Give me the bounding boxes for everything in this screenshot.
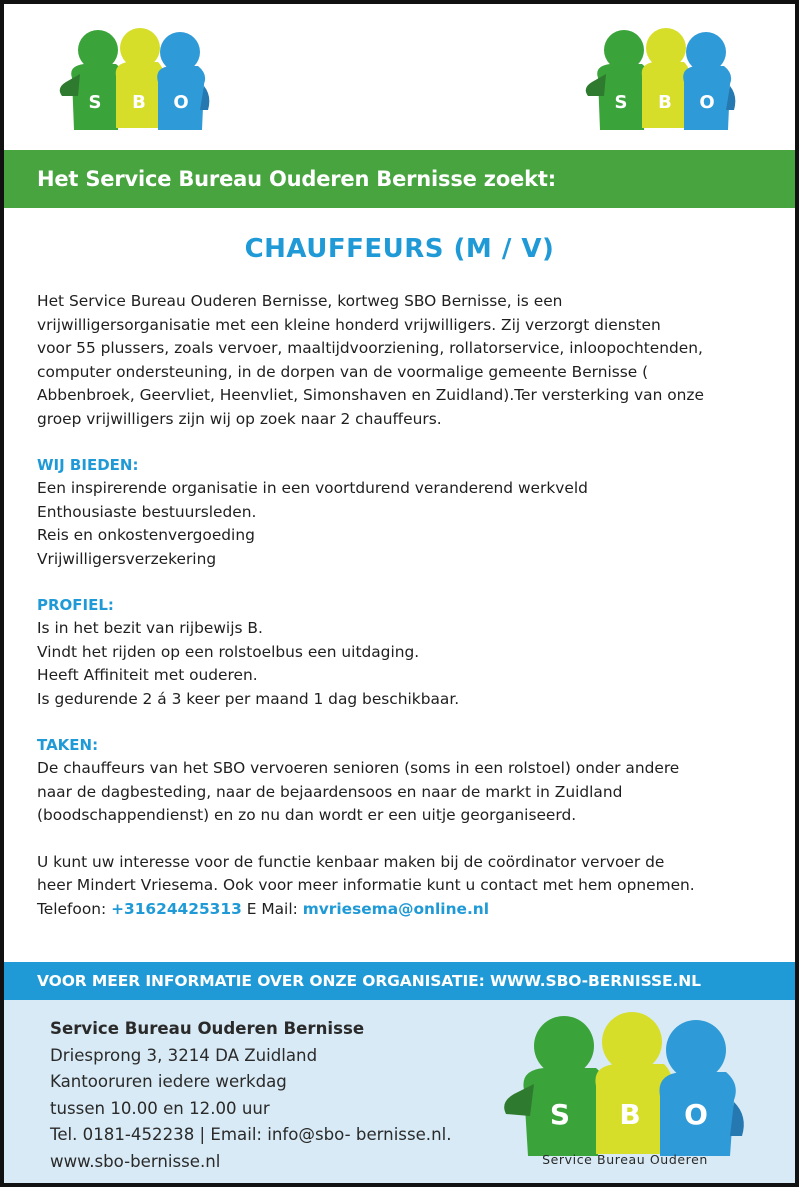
tasks-line: naar de dagbesteding, naar de bejaardensoos en naar de markt in Zuidland bbox=[37, 782, 623, 801]
figure-green bbox=[586, 30, 648, 130]
intro-line: Abbenbroek, Geervliet, Heenvliet, Simonshaven en Zuidland).Ter versterking van onze bbox=[37, 386, 704, 404]
logo-caption: Service Bureau Ouderen bbox=[542, 1152, 708, 1167]
figure-green bbox=[60, 30, 122, 130]
profile-item: Heeft Affiniteit met ouderen. bbox=[37, 666, 258, 684]
figure-yellow bbox=[642, 28, 690, 128]
offer-section bbox=[37, 454, 772, 571]
footer bbox=[4, 1000, 795, 1187]
offer-item: Reis en onkostenvergoeding bbox=[37, 526, 255, 544]
logo-letter-s: S bbox=[614, 92, 628, 113]
contact-details bbox=[37, 898, 772, 922]
offer-heading: WIJ BIEDEN: bbox=[37, 456, 139, 474]
intro-line: computer ondersteuning, in de dorpen van de voormalige gemeente Bernisse ( bbox=[37, 362, 649, 381]
phone-label: Telefoon: bbox=[37, 899, 107, 918]
profile-item: Vindt het rijden op een rolstoelbus een uitdaging. bbox=[37, 642, 420, 661]
intro-line: vrijwilligersorganisatie met een kleine honderd vrijwilligers. Zij verzorgt diensten bbox=[37, 315, 661, 334]
profile-item: Is gedurende 2 á 3 keer per maand 1 dag beschikbaar. bbox=[37, 689, 460, 708]
tasks-section bbox=[37, 734, 772, 828]
email-link[interactable]: mvriesema@online.nl bbox=[302, 899, 490, 918]
contact-line: heer Mindert Vriesema. Ook voor meer informatie kunt u contact met hem opnemen. bbox=[37, 876, 695, 894]
intro-line: Het Service Bureau Ouderen Bernisse, kortweg SBO Bernisse, is een bbox=[37, 292, 563, 310]
tasks-heading: TAKEN: bbox=[37, 736, 99, 754]
sbo-logo-footer bbox=[500, 1006, 750, 1166]
banner-title: Het Service Bureau Ouderen Bernisse zoekt: bbox=[37, 167, 556, 191]
contact-line: U kunt uw interesse voor de functie kenbaar maken bij de coördinator vervoer de bbox=[37, 852, 665, 871]
intro-line: groep vrijwilligers zijn wij op zoek naar 2 chauffeurs. bbox=[37, 409, 442, 428]
logo-letter-s: S bbox=[549, 1098, 571, 1131]
footer-org-name: Service Bureau Ouderen Bernisse bbox=[50, 1019, 365, 1038]
figure-blue bbox=[659, 1020, 743, 1156]
logo-letter-o: O bbox=[173, 92, 189, 113]
logo-letter-o: O bbox=[699, 92, 715, 113]
footer-hours: tussen 10.00 en 12.00 uur bbox=[50, 1098, 270, 1118]
figure-blue bbox=[157, 32, 209, 130]
figure-yellow bbox=[116, 28, 164, 128]
logo-letter-o: O bbox=[684, 1098, 708, 1131]
offer-item: Enthousiaste bestuursleden. bbox=[37, 502, 257, 521]
profile-item: Is in het bezit van rijbewijs B. bbox=[37, 619, 263, 637]
phone-link[interactable]: +31624425313 bbox=[111, 899, 242, 918]
sbo-logo-right bbox=[584, 26, 736, 136]
footer-hours-label: Kantooruren iedere werkdag bbox=[50, 1072, 287, 1092]
job-title: CHAUFFEURS (M / V) bbox=[244, 234, 555, 264]
footer-website[interactable]: www.sbo-bernisse.nl bbox=[50, 1151, 221, 1171]
footer-address: Driesprong 3, 3214 DA Zuidland bbox=[50, 1045, 318, 1065]
tasks-line: De chauffeurs van het SBO vervoeren senioren (soms in een rolstoel) onder andere bbox=[37, 759, 680, 777]
footer-address-block bbox=[50, 1016, 451, 1176]
contact-section bbox=[37, 851, 772, 922]
offer-item: Vrijwilligersverzekering bbox=[37, 549, 217, 568]
email-label: E Mail: bbox=[246, 899, 298, 918]
website-banner-link[interactable]: VOOR MEER INFORMATIE OVER ONZE ORGANISATIE: WWW.SBO-BERNISSE.NL bbox=[37, 972, 701, 990]
header-banner bbox=[4, 150, 795, 208]
profile-section bbox=[37, 594, 772, 711]
vacancy-content bbox=[37, 290, 772, 921]
profile-heading: PROFIEL: bbox=[37, 596, 114, 614]
figure-green bbox=[504, 1016, 604, 1156]
info-strip bbox=[4, 962, 795, 1000]
offer-item: Een inspirerende organisatie in een voortdurend veranderend werkveld bbox=[37, 479, 588, 497]
logo-letter-b: B bbox=[658, 92, 672, 113]
footer-phone-email[interactable]: Tel. 0181-452238 | Email: info@sbo- bernisse.nl. bbox=[50, 1125, 452, 1145]
sbo-logo-left bbox=[58, 26, 210, 136]
logo-letter-s: S bbox=[88, 92, 102, 113]
figure-blue bbox=[683, 32, 735, 130]
logo-letter-b: B bbox=[619, 1098, 641, 1131]
logo-letter-b: B bbox=[132, 92, 146, 113]
intro-line: voor 55 plussers, zoals vervoer, maaltijdvoorziening, rollatorservice, inloopochtenden, bbox=[37, 339, 703, 357]
tasks-line: (boodschappendienst) en zo nu dan wordt er een uitje georganiseerd. bbox=[37, 806, 577, 824]
intro-paragraph bbox=[37, 290, 772, 431]
